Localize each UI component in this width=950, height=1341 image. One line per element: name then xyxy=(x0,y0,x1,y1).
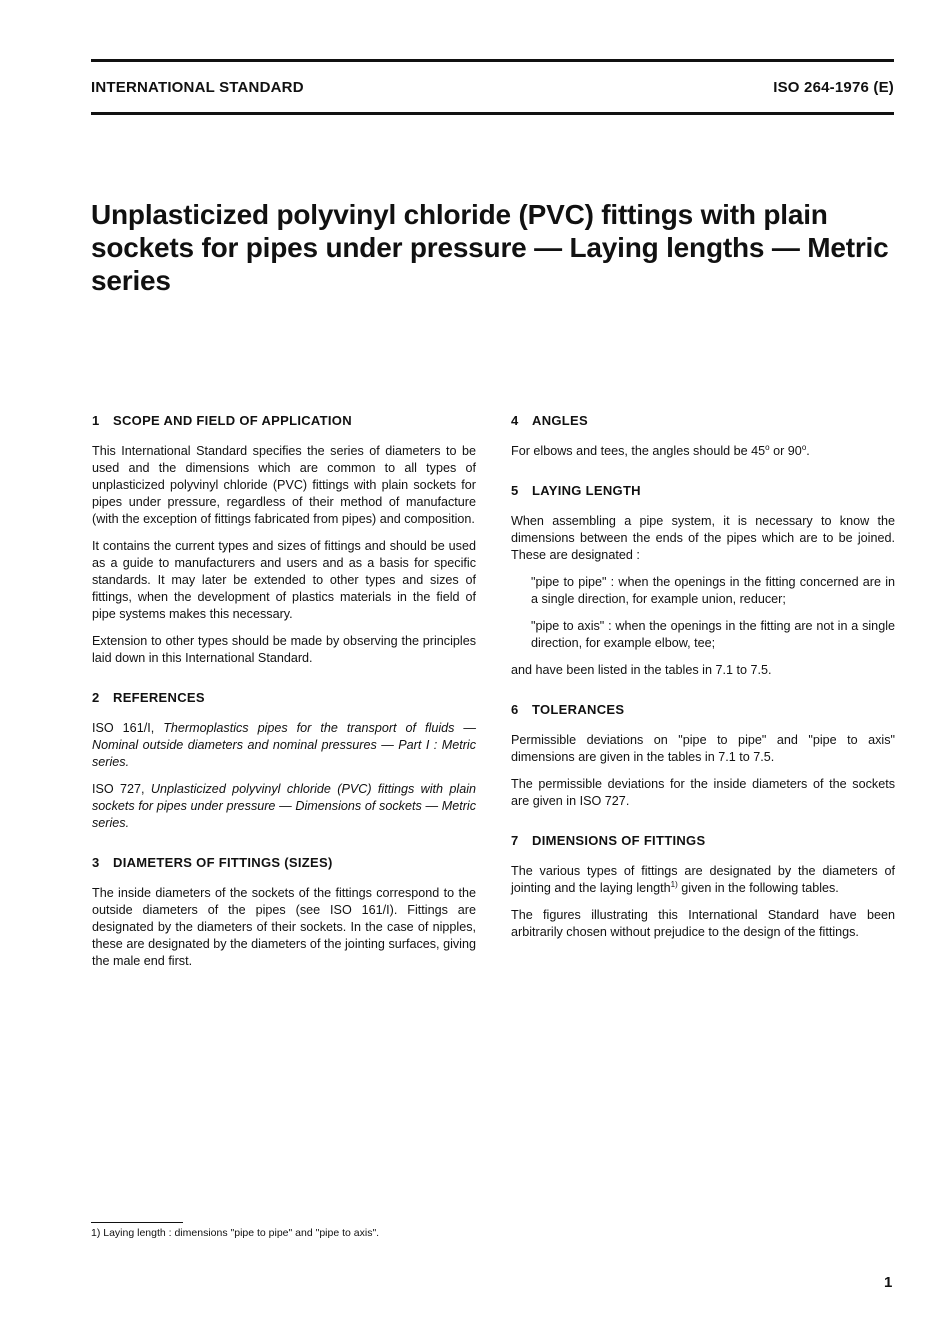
reference-item xyxy=(92,720,476,771)
section-title: TOLERANCES xyxy=(532,702,625,717)
section-heading xyxy=(92,412,476,429)
section-references xyxy=(92,689,476,832)
section-diameters xyxy=(92,854,476,970)
paragraph: The figures illustrating this International Standard have been arbitrarily chosen without prejudice to the design of the fittings. xyxy=(511,908,895,939)
header-left-label: INTERNATIONAL STANDARD xyxy=(91,79,304,96)
degree-sign: o xyxy=(801,442,807,452)
footnote: 1) Laying length : dimensions "pipe to pipe" and "pipe to axis". xyxy=(91,1227,380,1239)
section-number: 1 xyxy=(92,413,100,428)
section-laying-length xyxy=(511,482,895,679)
section-heading xyxy=(511,482,895,499)
paragraph: This International Standard specifies the series of diameters to be used and the dimensions which are common to all types of unplasticized polyvinyl chloride (PVC) fittings with plain sockets for pipes under pressure, regardless of their method of manufacture (with the exception of fittings fabricated from pipes) and composition. xyxy=(92,444,476,526)
paragraph: Extension to other types should be made by observing the principles laid down in this International Standard. xyxy=(92,634,476,665)
section-number: 3 xyxy=(92,855,100,870)
section-title: REFERENCES xyxy=(113,690,205,705)
section-scope xyxy=(92,412,476,667)
text-run: or 90 xyxy=(769,444,802,458)
section-number: 6 xyxy=(511,702,519,717)
text-run: For elbows and tees, the angles should be 45 xyxy=(511,444,766,458)
reference-title: Unplasticized polyvinyl chloride (PVC) fittings with plain sockets for pipes under pressure — Dimensions of sockets — Metric series. xyxy=(92,782,476,830)
degree-sign: o xyxy=(765,442,770,452)
section-title: DIAMETERS OF FITTINGS (SIZES) xyxy=(113,855,333,870)
header-top-rule xyxy=(91,59,894,62)
section-number: 2 xyxy=(92,690,100,705)
definition-item: "pipe to pipe" : when the openings in the fitting concerned are in a single direction, for example union, reducer; xyxy=(531,575,895,606)
definition-item: "pipe to axis" : when the openings in the fitting are not in a single direction, for example elbow, tee; xyxy=(531,619,895,650)
text-run: given in the following tables. xyxy=(677,881,839,895)
paragraph: When assembling a pipe system, it is necessary to know the dimensions between the ends of the pipes which are to be joined. These are designated : xyxy=(511,514,895,562)
text-run: . xyxy=(806,444,810,458)
document-title: Unplasticized polyvinyl chloride (PVC) fittings with plain sockets for pipes under pressure — Laying lengths — Metric series xyxy=(91,199,889,296)
section-number: 7 xyxy=(511,833,519,848)
header-right-label: ISO 264-1976 (E) xyxy=(773,79,894,96)
paragraph: and have been listed in the tables in 7.1 to 7.5. xyxy=(511,663,772,677)
reference-item xyxy=(92,781,476,832)
right-column xyxy=(511,412,895,963)
paragraph: The inside diameters of the sockets of the fittings correspond to the outside diameters of the pipes (see ISO 161/I). Fittings are designated by the diameters of their sockets. In the case of nipples, these are designated by the diameters of the jointing surfaces, giving the male end first. xyxy=(92,886,476,968)
left-column xyxy=(92,412,476,992)
section-angles xyxy=(511,412,895,460)
paragraph: The permissible deviations for the inside diameters of the sockets are given in ISO 727. xyxy=(511,777,895,808)
section-title: ANGLES xyxy=(532,413,588,428)
section-heading xyxy=(511,832,895,849)
paragraph: Permissible deviations on "pipe to pipe" and "pipe to axis" dimensions are given in the tables in 7.1 to 7.5. xyxy=(511,733,895,764)
section-number: 5 xyxy=(511,483,519,498)
footnote-reference: 1) xyxy=(670,879,678,889)
reference-code: ISO 161/I, xyxy=(92,721,155,735)
section-number: 4 xyxy=(511,413,519,428)
page-number: 1 xyxy=(884,1274,893,1291)
paragraph xyxy=(511,863,895,897)
section-heading xyxy=(92,689,476,706)
section-title: SCOPE AND FIELD OF APPLICATION xyxy=(113,413,352,428)
footnote-rule xyxy=(91,1222,183,1223)
header-bottom-rule xyxy=(91,112,894,115)
section-tolerances xyxy=(511,701,895,810)
reference-code: ISO 727, xyxy=(92,782,145,796)
reference-title: Thermoplastics pipes for the transport of fluids — Nominal outside diameters and nominal pressures — Part I : Metric series. xyxy=(92,721,477,769)
section-heading xyxy=(511,412,895,429)
text-run: The various types of fittings are designated by the diameters of jointing and the laying length xyxy=(511,864,895,895)
paragraph: It contains the current types and sizes of fittings and should be used as a guide to manufacturers and users and as a basis for specific standards. It may later be extended to other types and sizes of fittings, when the development of plastics materials in the field of pipe systems makes this necessary. xyxy=(92,539,476,621)
section-heading xyxy=(92,854,476,871)
section-dimensions xyxy=(511,832,895,941)
paragraph xyxy=(511,443,895,460)
section-heading xyxy=(511,701,895,718)
section-title: DIMENSIONS OF FITTINGS xyxy=(532,833,706,848)
section-title: LAYING LENGTH xyxy=(532,483,641,498)
